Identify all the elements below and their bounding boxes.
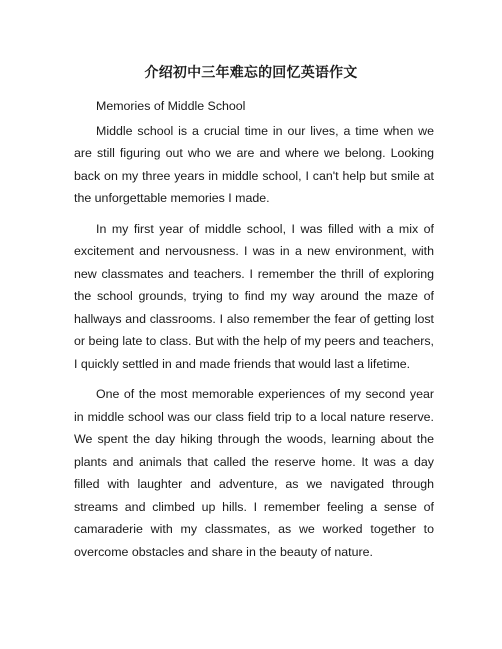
essay-title: Memories of Middle School bbox=[96, 99, 246, 113]
paragraph-2: In my first year of middle school, I was filled with a mix of excitement and nervousness. I was in a new environment, with new classmates and teachers. I remember the thrill of exploring the school grounds, trying to find my way around the maze of hallways and classrooms. I also remember the fear of getting lost or being late to class. But with the help of my peers and teachers, I quickly settled in and made friends that would last a lifetime. bbox=[74, 221, 434, 371]
paragraph-3: One of the most memorable experiences of my second year in middle school was our class field trip to a local nature reserve. We spent the day hiking through the woods, learning about the plants and animals that called the reserve home. It was a day filled with laughter and adventure, as we navigated through streams and climbed up hills. I remember feeling a sense of camaraderie with my classmates, as we worked together to overcome obstacles and share in the beauty of nature. bbox=[74, 387, 434, 559]
document-body bbox=[74, 95, 434, 571]
paragraph-1: Middle school is a crucial time in our lives, a time when we are still figuring out who we are and where we belong. Looking back on my three years in middle school, I can't help but smile at the unforgettable memories I made. bbox=[74, 123, 434, 205]
document-title: 介绍初中三年难忘的回忆英语作文 bbox=[144, 65, 358, 81]
